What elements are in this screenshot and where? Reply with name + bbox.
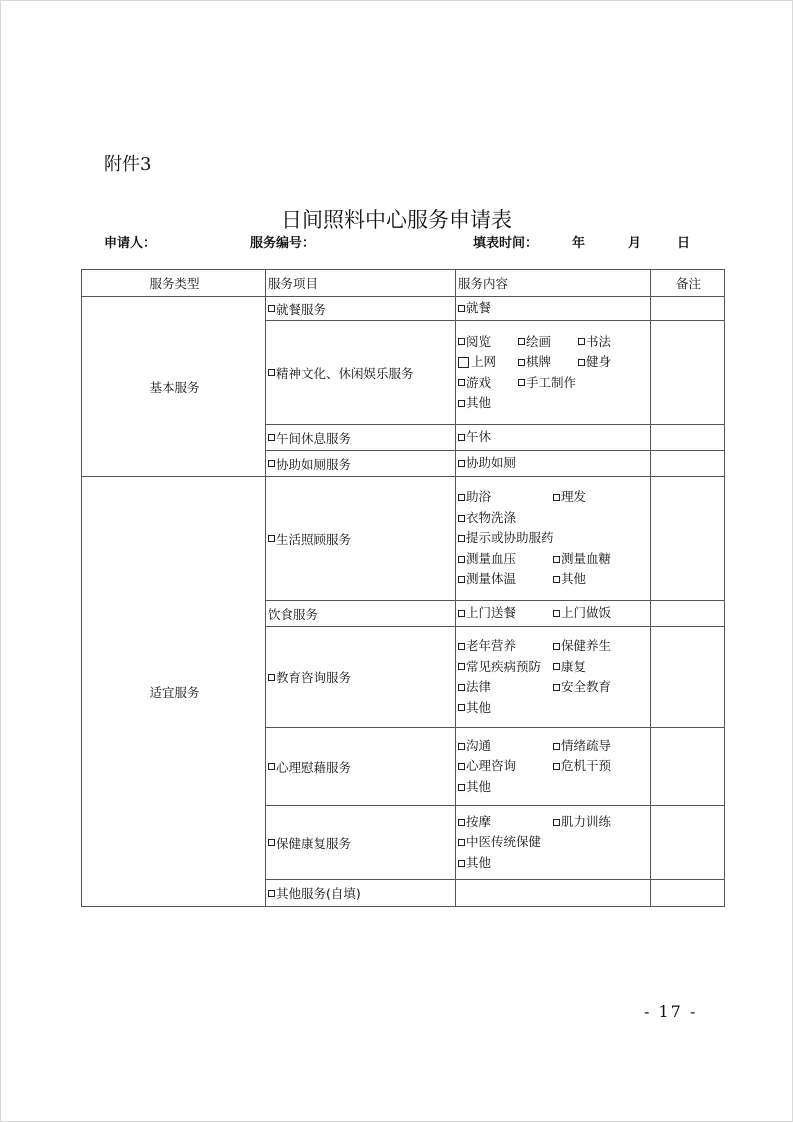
checkbox-icon[interactable] — [268, 839, 275, 846]
service-item-label: 午间休息服务 — [276, 430, 352, 446]
day-label: 日 — [677, 236, 691, 251]
checkbox-icon[interactable] — [458, 556, 465, 563]
option-label: 心理咨询 — [466, 758, 517, 774]
content-option[interactable] — [518, 373, 578, 394]
service-number-label: 服务编号： — [250, 236, 316, 251]
option-line — [458, 853, 650, 874]
service-item-label: 其他服务(自填) — [276, 886, 361, 901]
header-service-content: 服务内容 — [456, 270, 651, 297]
option-label: 阅览 — [466, 333, 492, 349]
checkbox-icon[interactable] — [553, 684, 560, 691]
option-line — [458, 756, 650, 777]
checkbox-icon[interactable] — [458, 860, 465, 867]
checkbox-icon[interactable] — [458, 819, 465, 826]
remarks-cell[interactable] — [651, 425, 725, 451]
option-label: 测量体温 — [466, 571, 517, 587]
service-item-label: 精神文化、休闲娱乐服务 — [276, 365, 414, 381]
service-item-option[interactable] — [268, 758, 351, 776]
content-option[interactable] — [553, 812, 648, 833]
service-item-option[interactable] — [268, 300, 326, 318]
option-label: 危机干预 — [561, 758, 612, 774]
content-option[interactable] — [458, 698, 491, 719]
option-line — [458, 332, 650, 353]
service-content-cell — [456, 477, 651, 601]
checkbox-icon[interactable] — [458, 763, 465, 770]
year-label: 年 — [572, 236, 586, 251]
content-option[interactable] — [458, 812, 553, 833]
option-line — [458, 636, 650, 657]
content-option[interactable] — [458, 549, 553, 570]
service-item-label: 就餐服务 — [276, 301, 327, 317]
content-option[interactable] — [458, 487, 553, 508]
content-option[interactable] — [518, 332, 578, 353]
checkbox-icon[interactable] — [458, 400, 465, 407]
checkbox-icon[interactable] — [268, 763, 275, 770]
option-line — [458, 777, 650, 798]
service-item-cell — [266, 880, 456, 907]
remarks-cell[interactable] — [651, 806, 725, 880]
option-label: 保健养生 — [561, 638, 612, 653]
checkbox-icon[interactable] — [553, 576, 560, 583]
checkbox-icon[interactable] — [458, 460, 465, 467]
option-label: 健身 — [586, 354, 612, 369]
checkbox-icon[interactable] — [553, 819, 560, 826]
option-label: 法律 — [466, 679, 492, 694]
content-option[interactable] — [458, 352, 518, 373]
content-option[interactable] — [553, 736, 648, 757]
option-line — [458, 508, 650, 529]
option-label: 手工制作 — [526, 374, 577, 390]
content-option[interactable] — [458, 756, 553, 777]
option-label: 沟通 — [466, 737, 492, 753]
content-option[interactable] — [458, 453, 516, 474]
service-item-option[interactable] — [268, 530, 351, 548]
option-label: 绘画 — [526, 333, 552, 349]
option-line — [458, 698, 650, 719]
form-title: 日间照料中心服务申请表 — [281, 208, 512, 232]
option-line — [458, 812, 650, 833]
content-option[interactable] — [518, 352, 578, 373]
service-item-cell — [266, 601, 456, 627]
checkbox-icon[interactable] — [458, 338, 465, 345]
option-line — [458, 298, 650, 319]
service-item-option[interactable] — [268, 884, 361, 902]
content-option[interactable] — [578, 352, 638, 373]
option-label: 肌力训练 — [561, 813, 612, 829]
checkbox-icon[interactable] — [578, 338, 585, 345]
checkbox-icon[interactable] — [458, 839, 465, 846]
remarks-cell[interactable] — [651, 601, 725, 627]
checkbox-icon[interactable] — [458, 743, 465, 750]
header-remarks: 备注 — [651, 270, 725, 297]
option-line — [458, 657, 650, 678]
service-type-cell: 适宜服务 — [82, 477, 266, 907]
option-label: 衣物洗涤 — [466, 509, 517, 525]
content-option[interactable] — [553, 569, 648, 590]
option-line — [458, 352, 650, 373]
service-item-cell — [266, 806, 456, 880]
content-option[interactable] — [458, 569, 553, 590]
content-option[interactable] — [458, 636, 553, 657]
option-line — [458, 528, 650, 549]
service-item-cell — [266, 477, 456, 601]
option-line — [458, 393, 650, 414]
table-row — [82, 477, 725, 601]
option-label: 情绪疏导 — [561, 737, 612, 753]
checkbox-icon[interactable] — [458, 704, 465, 711]
service-content-cell — [456, 451, 651, 477]
option-label: 提示或协助服药 — [466, 530, 554, 546]
checkbox-icon[interactable] — [268, 369, 275, 376]
option-label: 其他 — [466, 699, 492, 715]
option-label: 中医传统保健 — [466, 834, 542, 850]
checkbox-icon[interactable] — [553, 643, 560, 650]
service-item-option[interactable] — [268, 429, 351, 447]
service-content-cell — [456, 728, 651, 806]
checkbox-icon[interactable] — [518, 338, 525, 345]
checkbox-icon[interactable] — [458, 684, 465, 691]
option-label: 其他 — [466, 778, 492, 794]
option-label: 上门送餐 — [466, 605, 517, 621]
option-label: 午休 — [466, 429, 492, 445]
content-option[interactable] — [458, 393, 491, 414]
service-item-label: 教育咨询服务 — [276, 670, 352, 685]
header-service-item: 服务项目 — [266, 270, 456, 297]
option-label: 游戏 — [466, 374, 492, 390]
option-label: 理发 — [561, 489, 587, 505]
content-option[interactable] — [458, 603, 553, 624]
option-line — [458, 549, 650, 570]
content-option[interactable] — [458, 427, 491, 448]
option-label: 上门做饭 — [561, 605, 612, 621]
service-item-cell — [266, 321, 456, 425]
checkbox-icon[interactable] — [458, 535, 465, 542]
content-option[interactable] — [458, 373, 518, 394]
service-item-option[interactable] — [268, 455, 351, 473]
content-option[interactable] — [458, 677, 553, 698]
content-option[interactable] — [553, 603, 648, 624]
remarks-cell[interactable] — [651, 880, 725, 907]
checkbox-icon[interactable] — [578, 359, 585, 366]
checkbox-icon[interactable] — [553, 743, 560, 750]
checkbox-icon[interactable] — [458, 515, 465, 522]
checkbox-icon[interactable] — [518, 359, 525, 366]
remarks-cell[interactable] — [651, 297, 725, 321]
option-label: 测量血压 — [466, 550, 517, 566]
table-row — [82, 297, 725, 321]
option-line — [458, 832, 650, 853]
remarks-cell[interactable] — [651, 321, 725, 425]
option-line — [458, 427, 650, 448]
service-item-cell — [266, 297, 456, 321]
content-option[interactable] — [553, 636, 648, 657]
service-item-option[interactable] — [268, 834, 351, 852]
content-option[interactable] — [458, 736, 553, 757]
service-content-cell — [456, 297, 651, 321]
option-label: 棋牌 — [526, 354, 552, 369]
option-line — [458, 677, 650, 698]
content-option[interactable] — [458, 853, 491, 874]
option-label: 安全教育 — [561, 679, 612, 694]
remarks-cell[interactable] — [651, 627, 725, 728]
checkbox-icon[interactable] — [268, 434, 275, 441]
checkbox-icon[interactable] — [458, 610, 465, 617]
service-item-label: 心理慰藉服务 — [276, 759, 352, 775]
option-label: 上网 — [471, 354, 497, 369]
content-option[interactable] — [553, 677, 648, 698]
content-option[interactable] — [553, 756, 648, 777]
option-label: 书法 — [586, 333, 612, 349]
service-item-label: 生活照顾服务 — [276, 531, 352, 547]
service-content-cell — [456, 627, 651, 728]
option-label: 助浴 — [466, 489, 492, 505]
service-content-cell — [456, 425, 651, 451]
checkbox-icon[interactable] — [553, 494, 560, 501]
option-label: 其他 — [561, 571, 587, 587]
checkbox-icon[interactable] — [553, 610, 560, 617]
option-line — [458, 569, 650, 590]
checkbox-icon[interactable] — [268, 674, 275, 681]
option-line — [458, 603, 650, 624]
remarks-cell[interactable] — [651, 477, 725, 601]
applicant-label: 申请人： — [104, 236, 157, 251]
service-item-option[interactable] — [268, 605, 318, 623]
checkbox-icon[interactable] — [458, 643, 465, 650]
content-option[interactable] — [458, 657, 553, 678]
option-line — [458, 487, 650, 508]
content-option[interactable] — [458, 298, 491, 319]
content-option[interactable] — [553, 549, 648, 570]
fill-time-label: 填表时间： — [473, 236, 539, 251]
option-label: 康复 — [561, 658, 587, 674]
checkbox-icon[interactable] — [518, 379, 525, 386]
service-application-table — [81, 269, 725, 907]
service-item-label: 保健康复服务 — [276, 835, 352, 851]
option-label: 其他 — [466, 395, 492, 410]
month-label: 月 — [628, 236, 642, 251]
service-type-cell: 基本服务 — [82, 297, 266, 477]
option-line — [458, 736, 650, 757]
service-item-cell — [266, 728, 456, 806]
service-content-cell — [456, 601, 651, 627]
option-label: 其他 — [466, 854, 492, 870]
service-content-cell — [456, 880, 651, 907]
content-option[interactable] — [458, 332, 518, 353]
content-option[interactable] — [458, 777, 491, 798]
content-option[interactable] — [458, 508, 516, 529]
content-option[interactable] — [578, 332, 638, 353]
header-service-type: 服务类型 — [82, 270, 266, 297]
service-item-cell — [266, 451, 456, 477]
service-item-cell — [266, 425, 456, 451]
service-item-option[interactable] — [268, 668, 351, 686]
checkbox-icon[interactable] — [268, 460, 275, 467]
service-content-cell — [456, 806, 651, 880]
checkbox-icon[interactable] — [458, 357, 469, 368]
checkbox-icon[interactable] — [553, 556, 560, 563]
checkbox-icon[interactable] — [268, 535, 275, 542]
remarks-cell[interactable] — [651, 451, 725, 477]
option-label: 测量血糖 — [561, 550, 612, 566]
service-item-label: 协助如厕服务 — [276, 456, 352, 472]
service-content-cell — [456, 321, 651, 425]
checkbox-icon[interactable] — [268, 305, 275, 312]
checkbox-icon[interactable] — [553, 663, 560, 670]
service-item-option[interactable] — [268, 364, 414, 382]
checkbox-icon[interactable] — [553, 763, 560, 770]
page-number: - 17 - — [644, 1002, 698, 1021]
content-option[interactable] — [458, 832, 541, 853]
content-option[interactable] — [553, 487, 648, 508]
table-header-row — [82, 270, 725, 297]
option-label: 常见疾病预防 — [466, 658, 542, 674]
attachment-label: 附件3 — [104, 154, 152, 175]
checkbox-icon[interactable] — [268, 890, 275, 897]
checkbox-icon[interactable] — [458, 784, 465, 791]
option-line — [458, 453, 650, 474]
content-option[interactable] — [458, 528, 554, 549]
option-label: 协助如厕 — [466, 455, 517, 471]
checkbox-icon[interactable] — [458, 379, 465, 386]
checkbox-icon[interactable] — [458, 494, 465, 501]
option-label: 就餐 — [466, 300, 492, 316]
service-item-cell — [266, 627, 456, 728]
option-label: 按摩 — [466, 813, 492, 829]
checkbox-icon[interactable] — [458, 434, 465, 441]
checkbox-icon[interactable] — [458, 663, 465, 670]
option-label: 老年营养 — [466, 638, 517, 653]
content-option[interactable] — [553, 657, 648, 678]
service-item-label: 饮食服务 — [268, 606, 319, 622]
checkbox-icon[interactable] — [458, 305, 465, 312]
remarks-cell[interactable] — [651, 728, 725, 806]
checkbox-icon[interactable] — [458, 576, 465, 583]
option-line — [458, 373, 650, 394]
